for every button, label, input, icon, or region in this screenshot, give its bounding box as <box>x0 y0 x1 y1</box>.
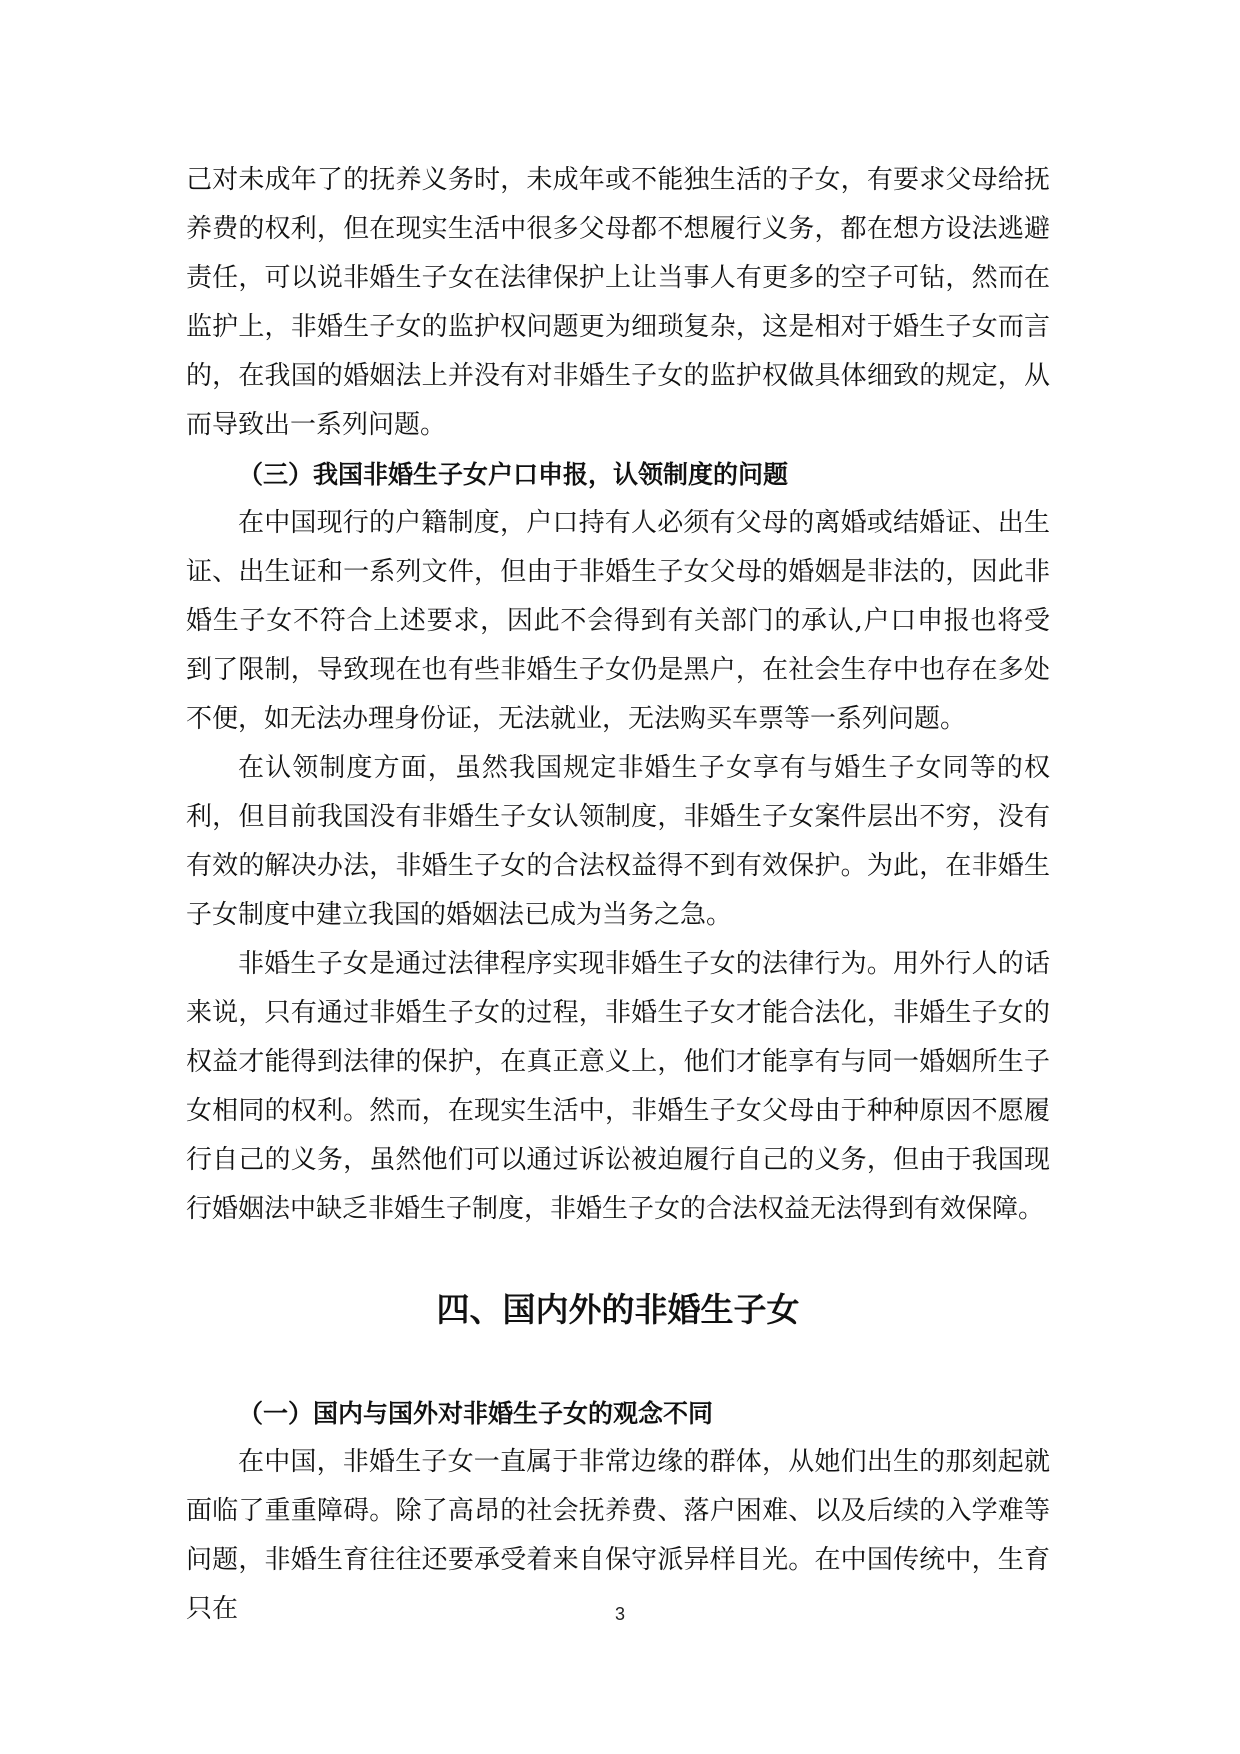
paragraph: 在认领制度方面，虽然我国规定非婚生子女享有与婚生子女同等的权利，但目前我国没有非婚生子女认领制度，非婚生子女案件层出不穷，没有有效的解决办法，非婚生子女的合法权益得不到有效保护。为此，在非婚生子女制度中建立我国的婚姻法已成为当务之急。 <box>186 753 1050 930</box>
paragraph: 在中国，非婚生子女一直属于非常边缘的群体，从她们出生的那刻起就面临了重重障碍。除了高昂的社会抚养费、落户困难、以及后续的入学难等问题，非婚生育往往还要承受着来自保守派异样目光。在中国传统中，生育只在 <box>186 1447 1050 1624</box>
page-body <box>186 156 1050 1634</box>
chapter-title: 四、国内外的非婚生子女 <box>436 1290 800 1329</box>
section-heading-3: （三）我国非婚生子女户口申报，认领制度的问题 <box>238 460 789 489</box>
paragraph: 在中国现行的户籍制度，户口持有人必须有父母的离婚或结婚证、出生证、出生证和一系列文件，但由于非婚生子女父母的婚姻是非法的，因此非婚生子女不符合上述要求，因此不会得到有关部门的承认,户口申报也将受到了限制，导致现在也有些非婚生子女仍是黑户，在社会生存中也存在多处不便，如无法办理身份证，无法就业，无法购买车票等一系列问题。 <box>186 508 1050 734</box>
paragraph-continuation: 己对未成年了的抚养义务时，未成年或不能独生活的子女，有要求父母给抚养费的权利，但在现实生活中很多父母都不想履行义务，都在想方设法逃避责任，可以说非婚生子女在法律保护上让当事人有更多的空子可钻，然而在监护上，非婚生子女的监护权问题更为细琐复杂，这是相对于婚生子女而言的，在我国的婚姻法上并没有对非婚生子女的监护权做具体细致的规定，从而导致出一系列问题。 <box>186 165 1050 440</box>
page-number: 3 <box>614 1604 625 1624</box>
section-heading-1: （一）国内与国外对非婚生子女的观念不同 <box>238 1399 714 1428</box>
paragraph: 非婚生子女是通过法律程序实现非婚生子女的法律行为。用外行人的话来说，只有通过非婚生子女的过程，非婚生子女才能合法化，非婚生子女的权益才能得到法律的保护，在真正意义上，他们才能享有与同一婚姻所生子女相同的权利。然而，在现实生活中，非婚生子女父母由于种种原因不愿履行自己的义务，虽然他们可以通过诉讼被迫履行自己的义务，但由于我国现行婚姻法中缺乏非婚生子制度，非婚生子女的合法权益无法得到有效保障。 <box>186 949 1050 1224</box>
